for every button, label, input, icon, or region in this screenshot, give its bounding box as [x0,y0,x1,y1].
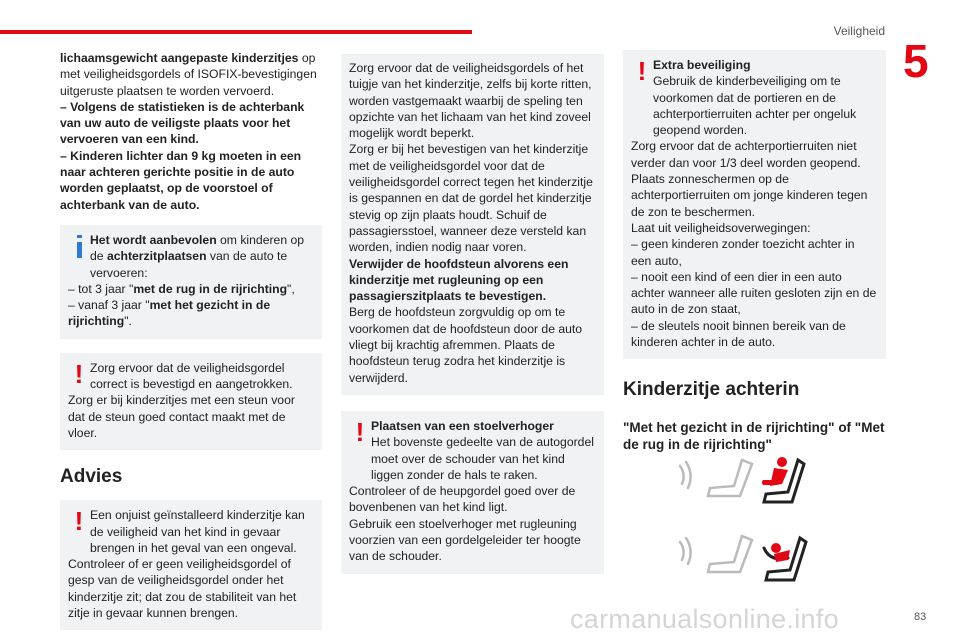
rear-facing-child-seat-icon [670,528,810,593]
warning-icon: ! [637,56,647,86]
seatbelt-box: Zorg ervoor dat de veiligheidsgordels of het tuigje van het kinderzitje, zelfs bij korte ritten, worden vastgemaakt waarbij de speling ten opzichte van het lichaam van het kind zoveel mogelijk wordt beperkt. Zorg er bij het bevestigen van het kinderzitje met de veiligheidsgordel voor dat de veiligheidsgordel correct tegen het kinderzitje is gespannen en dat de gordel het kinderzitje stevig op zijn plaats houdt. Schuif de passagiersstoel, wanneer deze versteld kan worden, indien nodig naar voren. Verwijder de hoofdsteun alvorens een kinderzitje met rugleuning op een passagierszitplaats te bevestigen. Berg de hoofdsteun zorgvuldig op om te voorkomen dat de hoofdsteun door de auto vliegt bij krachtig afremmen. Plaats de hoofdsteun terug zodra het kinderzitje is verwijderd. [341,54,604,395]
section-name: Veiligheid [833,24,885,38]
stat-dash: – Volgens de statistieken is de achterbank van uw auto de veiligste plaats voor het vervoeren van een kind. [60,99,305,147]
intro-paragraph: lichaamsgewicht aangepaste kinderzitjes op met veiligheidsgordels of ISOFIX-bevestigingen uitgeruste plaatsen te worden vervoerd. [60,51,317,98]
advies-heading: Advies [60,466,123,488]
section-heading: Kinderzitje achterin [623,379,800,401]
chapter-number: 5 [903,35,929,87]
info-box: Het wordt aanbevolen om kinderen op de achterzitplaatsen van de auto te vervoeren: – tot 3 jaar "met de rug in de rijrichting", – vanaf 3 jaar "met het gezicht in de rijrichting". [60,225,322,339]
column-3 [623,50,886,453]
warning-icon: ! [355,416,365,447]
page-number: 83 [914,611,927,623]
warning-box: ! Een onjuist geïnstalleerd kinderzitje kan de veiligheid van het kind in gevaar brengen in het geval van een ongeval. Controleer of er geen veiligheidsgordel of gesp van de veiligheidsgordel onder het kinderzitje zit; dat zou de stabiliteit van het zitje in gevaar kunnen brengen. [60,500,322,630]
watermark: carmanualsonline.info [570,604,839,634]
sub-heading: "Met het gezicht in de rijrichting" of "Met de rug in de rijrichting" [623,420,885,453]
column-2 [341,54,604,574]
top-accent-bar [0,30,472,34]
extra-security-box: ! Extra beveiliging Gebruik de kinderbeveiliging om te voorkomen dat de portieren en de achterportierruiten achter per ongeluk geopend worden. Zorg ervoor dat de achterportierruiten niet verder dan voor 1/3 deel worden geopend. Plaats zonneschermen op de achterportierruiten om jonge kinderen tegen de zon te beschermen. Laat uit veiligheidsoverwegingen: – geen kinderen zonder toezicht achter in een auto, – nooit een kind of een dier in een auto achter wanneer alle ruiten gesloten zijn en de auto in de zon staat, – de sleutels nooit binnen bereik van de kinderen achter in de auto. [623,50,886,359]
warning-box: ! Zorg ervoor dat de veiligheidsgordel correct is bevestigd en aangetrokken. Zorg er bij kinderzitjes met een steun voor dat de steun goed contact maakt met de vloer. [60,353,322,450]
info-icon [68,233,90,261]
column-1 [60,50,322,630]
booster-warning-box: ! Plaatsen van een stoelverhoger Het bovenste gedeelte van de autogordel moet over de schouder van het kind liggen zonder de hals te raken. Controleer of de heupgordel goed over de bovenbenen van het kind ligt. Gebruik een stoelverhoger met rugleuning voorzien van een gordelgeleider ter hoogte van de schouder. [341,411,604,574]
weight-dash: – Kinderen lichter dan 9 kg moeten in een naar achteren gerichte positie in de auto worden geplaatst, op de voorstoel of achterbank van de auto. [60,148,302,212]
warning-icon: ! [74,506,84,537]
forward-facing-child-seat-icon [670,452,810,517]
warning-icon: ! [74,358,84,389]
